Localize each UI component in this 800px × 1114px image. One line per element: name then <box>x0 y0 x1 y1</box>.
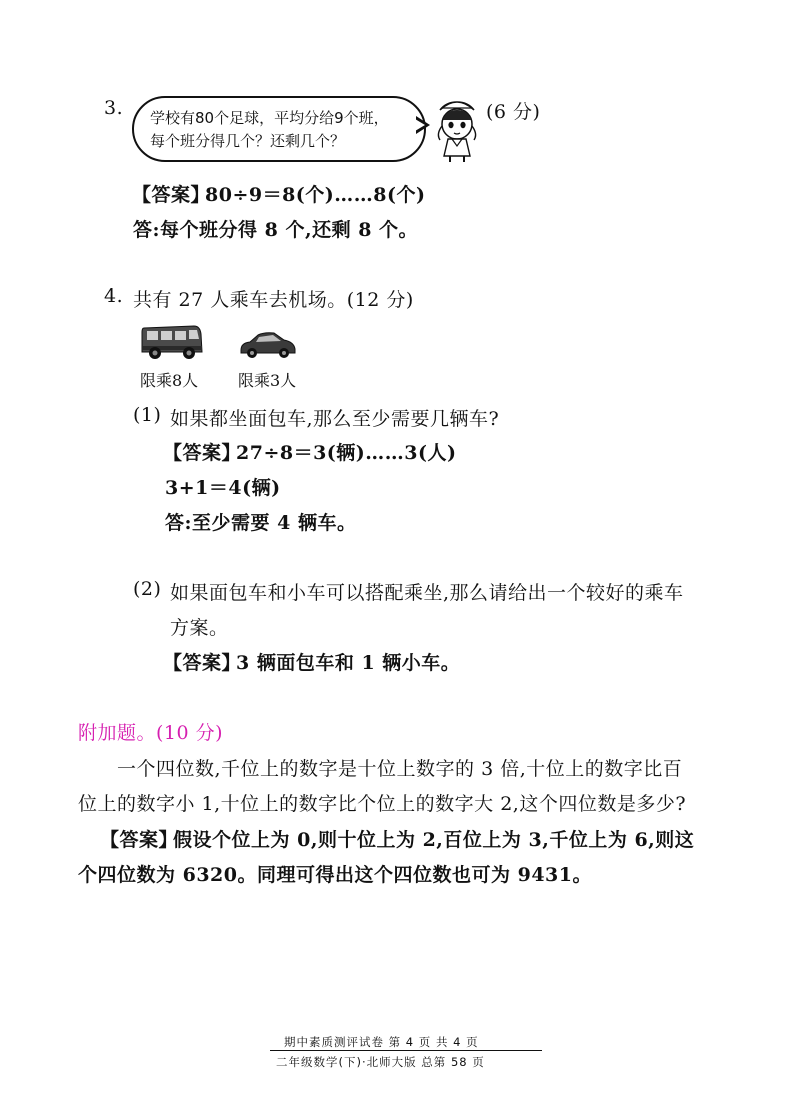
q4-stem: 共有 27 人乘车去机场。(12 分) <box>133 289 414 311</box>
q4-part2-text-line-2: 方案。 <box>170 617 229 639</box>
bubble-line-2: 每个班分得几个？还剩几个？ <box>150 132 346 150</box>
bonus-answer-label: 【答案】 <box>100 829 179 851</box>
q4-part2-number: (2) <box>133 578 162 600</box>
cartoon-girl-icon <box>428 92 486 164</box>
q4-part1-equation-1: 27÷8＝3(辆)……3(人) <box>236 442 457 464</box>
car-capacity-label: 限乘3人 <box>238 371 297 390</box>
q4-part2-text-line-1: 如果面包车和小车可以搭配乘坐,那么请给出一个较好的乘车 <box>170 582 684 604</box>
q4-part1-text: 如果都坐面包车,那么至少需要几辆车? <box>170 408 500 430</box>
bonus-line-2: 位上的数字小 1,十位上的数字比个位上的数字大 2,这个四位数是多少? <box>78 793 687 815</box>
speech-bubble <box>132 96 426 162</box>
bonus-line-1: 一个四位数,千位上的数字是十位上数字的 3 倍,十位上的数字比百 <box>117 758 683 780</box>
q4-part2-answer: 3 辆面包车和 1 辆小车。 <box>236 652 461 674</box>
footer-divider <box>270 1050 542 1051</box>
q3-answer-text: 答:每个班分得 8 个,还剩 8 个。 <box>133 219 419 241</box>
q4-part1-equation-2: 3+1＝4(辆) <box>165 477 281 499</box>
van-icon <box>138 322 206 362</box>
q3-answer-equation: 80÷9＝8(个)……8(个) <box>205 184 426 206</box>
q4-part1-answer-text: 答:至少需要 4 辆车。 <box>165 512 357 534</box>
car-icon <box>238 328 298 360</box>
bonus-answer-line-2: 个四位数为 6320。同理可得出这个四位数也可为 9431。 <box>78 864 592 886</box>
q4-number: 4. <box>104 285 124 307</box>
q4-part2-answer-label: 【答案】 <box>163 652 242 674</box>
q3-number: 3. <box>104 97 124 119</box>
footer-book-info: 二年级数学(下)·北师大版 总第 58 页 <box>276 1055 485 1069</box>
bonus-answer-line-1: 假设个位上为 0,则十位上为 2,百位上为 3,千位上为 6,则这 <box>173 829 695 851</box>
q3-answer-label: 【答案】 <box>132 184 211 206</box>
q3-score: (6 分) <box>486 101 541 123</box>
bonus-title: 附加题。(10 分) <box>78 722 224 744</box>
van-capacity-label: 限乘8人 <box>140 371 199 390</box>
q4-part1-answer-label: 【答案】 <box>163 442 242 464</box>
q4-part1-number: (1) <box>133 404 162 426</box>
footer-page-info: 期中素质测评试卷 第 4 页 共 4 页 <box>284 1035 479 1049</box>
bubble-line-1: 学校有80个足球，平均分给9个班， <box>150 109 389 127</box>
